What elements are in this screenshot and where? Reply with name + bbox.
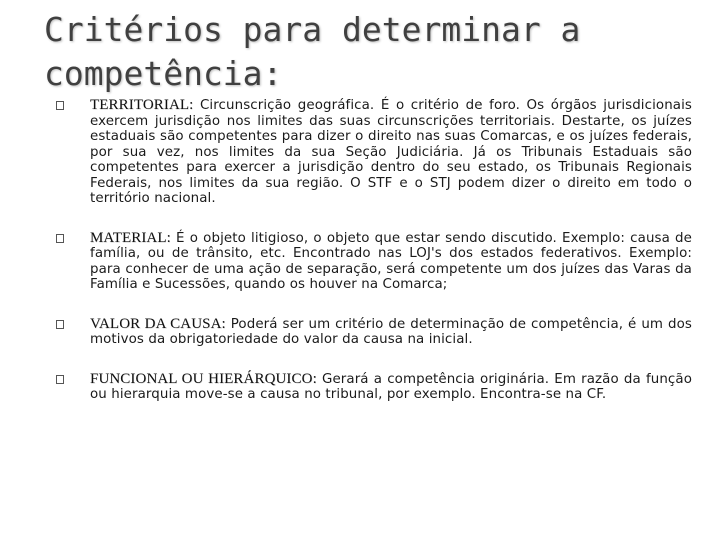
square-bullet-icon: [56, 234, 64, 243]
bullet-item-material: [56, 231, 692, 293]
slide-title: Critérios para determinar a competência:: [44, 10, 581, 93]
square-bullet-icon: [56, 101, 64, 110]
bullet-term: FUNCIONAL OU HIERÁRQUICO:: [90, 370, 317, 387]
bullet-term: VALOR DA CAUSA:: [90, 315, 226, 332]
bullet-item-funcional: [56, 372, 692, 403]
square-bullet-icon: [56, 375, 64, 384]
bullet-item-territorial: [56, 98, 692, 207]
square-bullet-icon: [56, 320, 64, 329]
bullet-list: [56, 98, 692, 427]
bullet-item-valor-da-causa: [56, 317, 692, 348]
bullet-text: Circunscrição geográfica. É o critério de foro. Os órgãos jurisdicionais exercem jurisdição nos limites das suas circunscrições territoriais. Destarte, os juízes estaduais são competentes para dizer o direito nas suas Comarcas, e os juízes federais, por sua vez, nos limites da sua Seção Judiciária. Já os Tribunais Estaduais são competentes para exercer a jurisdição dentro do seu estado, os Tribunais Regionais Federais, nos limites da sua região. O STF e o STJ podem dizer o direito em todo o território nacional.: [90, 98, 692, 206]
bullet-text: Poderá ser um critério de determinação de competência, é um dos motivos da obrigatoriedade do valor da causa na inicial.: [90, 316, 692, 347]
bullet-term: MATERIAL:: [90, 229, 171, 246]
bullet-term: TERRITORIAL:: [90, 97, 194, 113]
bullet-text: Gerará a competência originária. Em razão da função ou hierarquia move-se a causa no tribunal, por exemplo. Encontra-se na CF.: [90, 371, 692, 402]
bullet-text: É o objeto litigioso, o objeto que estar sendo discutido. Exemplo: causa de família, ou de trânsito, etc. Encontrado nas LOJ's dos estados federativos. Exemplo: para conhecer de uma ação de separação, será competente um dos juízes das Varas da Família e Sucessões, quando os houver na Comarca;: [90, 230, 692, 292]
